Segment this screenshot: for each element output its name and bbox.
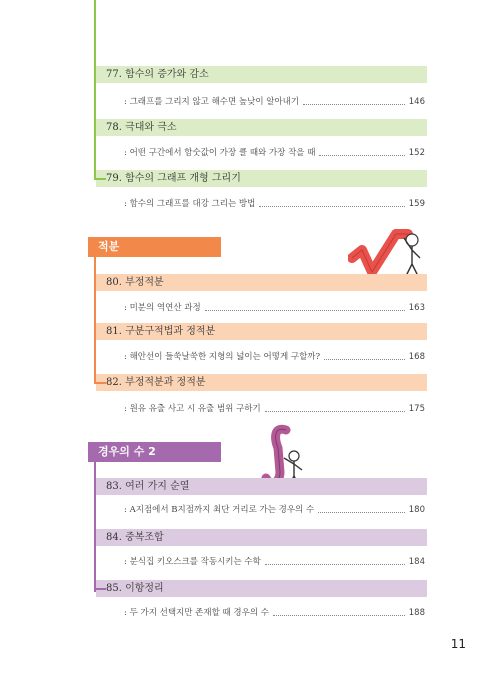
square-root-figure-icon [348,228,426,280]
toc-entry-page: 168 [408,352,425,362]
green-vertical-line [94,0,96,180]
toc-heading-78[interactable]: 78. 극대와 극소 [96,119,427,136]
toc-heading-77[interactable]: 77. 함수의 증가와 감소 [96,66,427,83]
dot-leader [273,615,405,616]
toc-entry-85[interactable] [124,606,425,620]
toc-entry-desc: : A지점에서 B지점까지 최단 거리로 가는 경우의 수 [124,505,315,515]
toc-entry-desc: : 분식집 키오스크를 작동시키는 수학 [124,557,261,567]
orange-connector [94,382,106,384]
toc-entry-page: 180 [408,505,425,515]
dot-leader [318,512,405,513]
toc-heading-79[interactable]: 79. 함수의 그래프 개형 그리기 [96,170,427,187]
toc-entry-page: 184 [408,557,425,567]
toc-entry-desc: : 그래프를 그리지 않고 해수면 높낮이 알아내기 [124,97,300,107]
section-title-integral[interactable]: 적분 [88,237,221,257]
toc-entry-80[interactable] [124,301,425,315]
toc-entry-78[interactable] [124,146,425,160]
toc-entry-desc: : 해안선이 들쑥날쑥한 지형의 넓이는 어떻게 구할까? [124,352,321,362]
dot-leader [265,411,405,412]
toc-heading-84[interactable]: 84. 중복조합 [96,529,427,546]
toc-entry-desc: : 두 가지 선택지만 존재할 때 경우의 수 [124,608,269,618]
toc-entry-82[interactable] [124,402,425,416]
toc-entry-84[interactable] [124,555,425,569]
dot-leader [303,104,405,105]
section-title-counting-2[interactable]: 경우의 수 2 [88,442,221,462]
dot-leader [205,310,405,311]
dot-leader [319,155,404,156]
toc-entry-desc: : 미분의 역연산 과정 [124,303,201,313]
toc-entry-81[interactable] [124,350,425,364]
toc-heading-85[interactable]: 85. 이항정리 [96,580,427,597]
toc-entry-page: 163 [408,303,425,313]
green-connector [94,178,106,180]
dot-leader [324,359,405,360]
toc-entry-page: 152 [408,148,425,158]
toc-entry-79[interactable] [124,197,425,211]
toc-entry-page: 159 [408,199,425,209]
toc-entry-page: 146 [408,97,425,107]
toc-entry-page: 175 [408,404,425,414]
toc-entry-83[interactable] [124,503,425,517]
dot-leader [259,206,404,207]
toc-heading-83[interactable]: 83. 여러 가지 순열 [96,478,427,495]
toc-entry-desc: : 어떤 구간에서 함숫값이 가장 클 때와 가장 작을 때 [124,148,316,158]
toc-entry-page: 188 [408,608,425,618]
toc-entry-77[interactable] [124,95,425,109]
toc-heading-82[interactable]: 82. 부정적분과 정적분 [96,374,427,391]
toc-heading-81[interactable]: 81. 구분구적법과 정적분 [96,323,427,340]
toc-entry-desc: : 원유 유출 사고 시 유출 범위 구하기 [124,404,261,414]
page-number: 11 [450,637,466,651]
toc-entry-desc: : 함수의 그래프를 대강 그리는 방법 [124,199,256,209]
dot-leader [265,564,405,565]
purple-connector [94,588,106,590]
toc-heading-80[interactable]: 80. 부정적분 [96,274,427,291]
